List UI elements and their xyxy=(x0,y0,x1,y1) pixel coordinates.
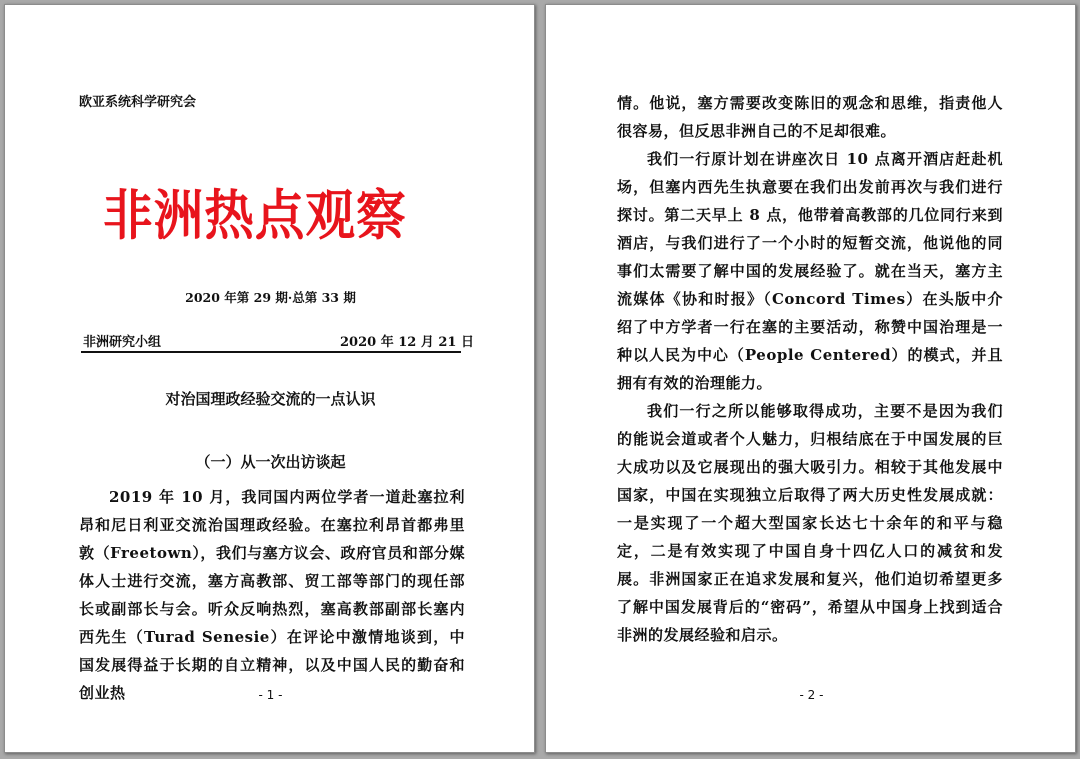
publication-date: 2020 年 12 月 21 日 xyxy=(340,335,474,350)
body-paragraph: 我们一行之所以能够取得成功，主要不是因为我们的能说会道或者个人魅力，归根结底在于中国发展的巨大成功以及它展现出的强大吸引力。相较于其他发展中国家，中国在实现独立后取得了两大历史性发展成就：一是实现了一个超大型国家长达七十余年的和平与稳定，二是有效实现了中国自身十四亿人口的减贫和发展。非洲国家正在追求发展和复兴，他们迫切希望更多了解中国发展背后的“密码”，希望从中国身上找到适合非洲的发展经验和启示。 xyxy=(617,402,1003,644)
header-divider xyxy=(81,351,461,353)
organization-name: 欧亚系统科学研究会 xyxy=(79,95,197,110)
body-paragraph: 情。他说，塞方需要改变陈旧的观念和思维，指责他人很容易，但反思非洲自己的不足却很难。 xyxy=(617,94,1003,140)
page-number: - 1 - xyxy=(258,688,283,702)
section-title: （一）从一次出访谈起 xyxy=(195,453,346,471)
body-paragraph: 2019 年 10 月，我同国内两位学者一道赴塞拉利昂和尼日利亚交流治国理政经验。在塞拉利昂首都弗里敦（Freetown），我们与塞方议会、政府官员和部分媒体人士进行交流，塞方高教部、贸工部等部门的现任部长或副部长与会。听众反响热烈，塞高教部副部长塞内西先生（Turad Senesie）在评论中激情地谈到，中国发展得益于长期的自立精神，以及中国人民的勤奋和创业热 xyxy=(79,488,465,702)
page-number: - 2 - xyxy=(799,688,824,702)
publication-masthead: 非洲热点观察 xyxy=(103,184,407,247)
research-group: 非洲研究小组 xyxy=(83,335,162,350)
page2-body xyxy=(617,89,1003,649)
article-title: 对治国理政经验交流的一点认识 xyxy=(165,390,376,408)
document-page-1 xyxy=(4,4,535,753)
issue-number: 2020 年第 29 期·总第 33 期 xyxy=(185,290,356,305)
page1-body xyxy=(79,483,465,702)
body-paragraph: 我们一行原计划在讲座次日 10 点离开酒店赶赴机场，但塞内西先生执意要在我们出发前再次与我们进行探讨。第二天早上 8 点，他带着高教部的几位同行来到酒店，与我们进行了一个小时的短暂交流，他说他的同事们太需要了解中国的发展经验了。就在当天，塞方主流媒体《协和时报》（Concord Times）在头版中介绍了中方学者一行在塞的主要活动，称赞中国治理是一种以人民为中心（People Centered）的模式，并且拥有有效的治理能力。 xyxy=(617,150,1003,392)
document-page-2 xyxy=(545,4,1076,753)
